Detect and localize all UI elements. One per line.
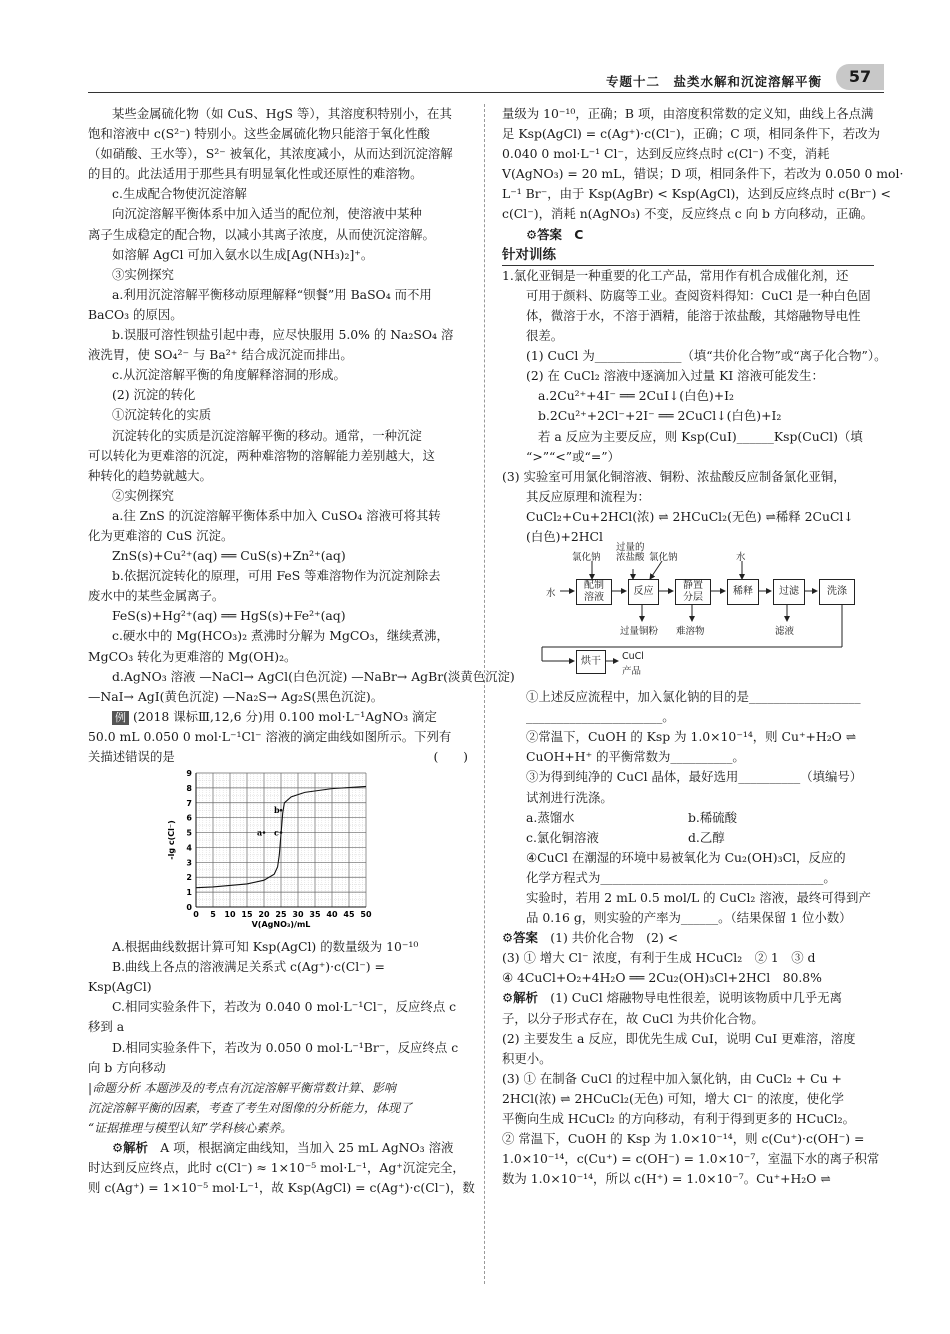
option-c: C.相同实验条件下，若改为 0.040 0 mol·L⁻¹Cl⁻，反应终点 c	[112, 999, 457, 1015]
equation: b.2Cu²⁺+2Cl⁻+2I⁻ ══ 2CuCl↓(白色)+I₂	[538, 408, 782, 424]
text-line: （如硝酸、王水等），S²⁻ 被氧化，其浓度减小，从而达到沉淀溶解	[88, 146, 453, 162]
analysis-line: 沉淀溶解平衡的因素，考查了考生对图像的分析能力，体现了	[88, 1100, 413, 1115]
y-tick-label: 5	[186, 828, 192, 838]
choice-b: b.稀硫酸	[688, 809, 738, 825]
y-tick-label: 7	[186, 798, 192, 808]
question-line: 其反应原理和流程为：	[526, 488, 650, 504]
text-line: 0.040 0 mol·L⁻¹ Cl⁻，达到反应终点时 c(Cl⁻) 不变，消耗	[502, 146, 830, 162]
sub-question-line: ①上述反应流程中，加入氯化钠的目的是__________________	[526, 689, 861, 705]
equation: FeS(s)+Hg²⁺(aq) ══ HgS(s)+Fe²⁺(aq)	[112, 608, 346, 624]
y-tick-label: 1	[186, 888, 192, 898]
sub-question-line: 实验时，若用 2 mL 0.5 mol/L 的 CuCl₂ 溶液，最终可得到产	[526, 890, 871, 905]
x-tick-label: 35	[309, 910, 321, 920]
text-line: 废水中的某些金属离子。	[88, 588, 225, 604]
sub-question-line: 品 0.16 g，则实验的产率为______。（结果保留 1 位小数）	[526, 910, 852, 926]
option-a: A.根据曲线数据计算可知 Ksp(AgCl) 的数量级为 10⁻¹⁰	[112, 939, 419, 955]
x-tick-label: 40	[326, 910, 338, 920]
option-d-cont: 向 b 方向移动	[88, 1059, 166, 1075]
equation: a.2Cu²⁺+4I⁻ ══ 2CuI↓(白色)+I₂	[538, 388, 734, 404]
page-number: 57	[836, 64, 884, 90]
text-line: 离子生成稳定的配合物，以减小其离子浓度，从而使沉淀溶解。	[88, 226, 435, 242]
solution-line: 子，以分子形式存在，故 CuCl 为共价化合物。	[502, 1010, 764, 1026]
text-line: ③实例探究	[112, 266, 174, 282]
question-line: (1) CuCl 为______________（填“共价化合物”或“离子化合物”）。	[526, 348, 887, 364]
y-tick-label: 3	[186, 858, 192, 868]
solution-line: 数为 1.0×10⁻¹⁴，所以 c(H⁺) = 1.0×10⁻⁷。Cu⁺+H₂O ⇌	[502, 1171, 831, 1187]
text-line: 某些金属硫化物（如 CuS、HgS 等），其溶度积特别小，在其	[112, 106, 452, 121]
text-line: c.硬水中的 Mg(HCO₃)₂ 煮沸时分解为 MgCO₃，继续煮沸，	[112, 628, 449, 644]
point-label-c: c	[274, 827, 279, 838]
solution-line: 时达到反应终点，此时 c(Cl⁻) ≈ 1×10⁻⁵ mol·L⁻¹，Ag⁺沉淀完全，	[88, 1160, 465, 1176]
titration-chart	[146, 767, 446, 937]
x-tick-label: 50	[360, 910, 372, 920]
text-line: BaCO₃ 的原因。	[88, 306, 183, 322]
solution-line: 则 c(Ag⁺) = 1×10⁻⁵ mol·L⁻¹，故 Ksp(AgCl) = c(Ag⁺)·c(Cl⁻)，数	[88, 1180, 475, 1196]
point-label-b: b	[274, 805, 280, 816]
sub-question-line: CuOH+H⁺ 的平衡常数为__________。	[526, 749, 745, 765]
input-hcl-label-2: 浓盐酸	[616, 552, 645, 564]
analysis-line: “证据推理与模型认知”学科核心素养。	[88, 1120, 293, 1135]
text-line: 种转化的趋势就越大。	[88, 467, 212, 483]
column-divider	[484, 104, 485, 1284]
x-tick-label: 20	[258, 910, 270, 920]
option-d: D.相同实验条件下，若改为 0.050 0 mol·L⁻¹Br⁻，反应终点 c	[112, 1039, 459, 1055]
solution-line: (2) 主要发生 a 反应，即优先生成 CuI，说明 CuI 更难溶，溶度	[502, 1030, 856, 1046]
y-tick-label: 4	[186, 843, 192, 853]
output-filtrate-label: 滤液	[775, 626, 795, 638]
x-tick-label: 25	[275, 910, 287, 920]
text-line: 的目的。此法适用于那些具有明显氧化性或还原性的难溶物。	[88, 166, 423, 182]
x-axis-label: V(AgNO₃)/mL	[251, 920, 311, 930]
text-line: L⁻¹ Br⁻，由于 Ksp(AgBr) < Ksp(AgCl)，达到反应终点时 c(Br⁻) <	[502, 186, 891, 202]
question-line: (3) 实验室可用氯化铜溶液、铜粉、浓盐酸反应制备氯化亚铜，	[502, 468, 846, 484]
section-title: 针对训练	[502, 245, 874, 266]
step-wash: 洗涤	[819, 579, 855, 605]
equation: ZnS(s)+Cu²⁺(aq) ══ CuS(s)+Zn²⁺(aq)	[112, 548, 346, 564]
text-line: c(Cl⁻)，消耗 n(AgNO₃) 不变，反应终点 c 向 b 方向移动，正确。	[502, 206, 874, 222]
text-line: ①沉淀转化的实质	[112, 407, 212, 423]
option-b: B.曲线上各点的溶液满足关系式 c(Ag⁺)·c(Cl⁻) =	[112, 959, 385, 975]
output-insoluble-label: 难溶物	[676, 626, 705, 638]
answer-label: ⚙答案	[526, 226, 562, 242]
text-line: a.利用沉淀溶解平衡移动原理解释“钡餐”用 BaSO₄ 而不用	[112, 286, 432, 302]
solution-line: 2HCl(浓) ⇌ 2HCuCl₂(无色) 可知，增大 Cl⁻ 的浓度，使化学	[502, 1090, 844, 1106]
chapter-name: 盐类水解和沉淀溶解平衡	[673, 74, 822, 89]
x-tick-label: 45	[343, 910, 355, 920]
text-line: 饱和溶液中 c(S²⁻) 特别小。这些金属硫化物只能溶于氧化性酸	[88, 126, 430, 142]
product-label-2: 产品	[622, 666, 642, 678]
solution-text: (1) CuCl 熔融物导电性很差，说明该物质中几乎无离	[550, 990, 843, 1006]
choice-c: c.氯化铜溶液	[526, 829, 599, 845]
text-line: 化为更难溶的 CuS 沉淀。	[88, 527, 234, 543]
solution-line: 积更小。	[502, 1050, 552, 1066]
solution-line	[88, 1138, 468, 1158]
y-axis-label: -lg c(Cl⁻)	[167, 820, 176, 860]
solution-label: ⚙解析	[112, 1140, 148, 1156]
solution-label: ⚙解析	[502, 990, 538, 1006]
x-tick-label: 5	[210, 910, 216, 920]
answer-bracket: ( )	[433, 749, 468, 764]
text-line: 液洗胃，使 SO₄²⁻ 与 Ba²⁺ 结合成沉淀而排出。	[88, 347, 353, 363]
right-column	[502, 104, 904, 1189]
sub-question-line: 试剂进行洗涤。	[526, 789, 613, 805]
example-line	[88, 747, 468, 767]
question-line: 可用于颜料、防腐等工业。查阅资料得知：CuCl 是一种白色固	[526, 287, 871, 303]
sub-question-line: ②常温下，CuOH 的 Ksp 为 1.0×10⁻¹⁴，则 Cu⁺+H₂O ⇌	[526, 729, 857, 745]
answer-line: (3) ① 增大 Cl⁻ 浓度，有利于生成 HCuCl₂ ② 1 ③ d	[502, 950, 816, 966]
y-tick-label: 2	[186, 873, 192, 883]
step-react: 反应	[628, 579, 659, 605]
x-tick-label: 0	[193, 910, 199, 920]
solution-text: A 项，根据滴定曲线知，当加入 25 mL AgNO₃ 溶液	[160, 1140, 454, 1156]
equation: d.AgNO₃ 溶液 —NaCl→ AgCl(白色沉淀) —NaBr→ AgBr(淡黄色沉淀)	[112, 668, 515, 684]
point-label-a: a	[257, 827, 263, 838]
point-b	[280, 809, 283, 812]
answer-line: ④ 4CuCl+O₂+4H₂O ══ 2Cu₂(OH)₃Cl+2HCl 80.8%	[502, 970, 822, 986]
point-c	[280, 831, 283, 834]
input-water-left: 水	[546, 588, 556, 600]
equation: —NaI→ AgI(黄色沉淀) —Na₂S→ Ag₂S(黑色沉淀)。	[88, 688, 384, 704]
text-line: ②实例探究	[112, 487, 174, 503]
example-tag: 例	[112, 711, 129, 725]
example-text: 关描述错误的是	[88, 749, 175, 764]
y-tick-label: 9	[186, 769, 192, 779]
y-tick-label: 8	[186, 783, 192, 793]
chart-svg	[146, 767, 446, 937]
step-settle: 静置 分层	[675, 579, 711, 605]
choice-row	[502, 808, 874, 828]
analysis-line: |命题分析 本题涉及的考点有沉淀溶解平衡常数计算、影响	[88, 1080, 396, 1095]
text-line: b.误服可溶性钡盐引起中毒，应尽快服用 5.0% 的 Na₂SO₄ 溶	[112, 327, 454, 343]
input-water-label: 水	[736, 552, 746, 564]
answer-value: C	[574, 226, 584, 242]
answer-text: (1) 共价化合物 (2) <	[550, 930, 678, 946]
output-copper-label: 过量铜粉	[620, 626, 659, 638]
text-line: 向沉淀溶解平衡体系中加入适当的配位剂，使溶液中某种	[112, 206, 422, 222]
choice-a: a.蒸馏水	[526, 809, 575, 825]
example-line	[88, 707, 468, 727]
input-nacl-label-2: 氯化钠	[649, 552, 678, 564]
solution-line: ② 常温下，CuOH 的 Ksp 为 1.0×10⁻¹⁴，则 c(Cu⁺)·c(OH⁻) =	[502, 1131, 865, 1147]
solution-line: 1.0×10⁻¹⁴，c(Cu⁺) = c(OH⁻) = 1.0×10⁻⁷，室温下水的离子积常	[502, 1151, 880, 1167]
step-filter: 过滤	[773, 579, 805, 605]
sub-question-line: ______________________。	[526, 709, 675, 725]
question-line: (2) 在 CuCl₂ 溶液中逐滴加入过量 KI 溶液可能发生：	[526, 368, 824, 384]
input-nacl-label: 氯化钠	[572, 552, 601, 564]
example-text: (2018 课标Ⅲ,12,6 分)用 0.100 mol·L⁻¹AgNO₃ 滴定	[132, 708, 437, 724]
choice-row	[502, 828, 874, 848]
text-line: 量级为 10⁻¹⁰，正确；B 项，由溶度积常数的定义知，曲线上各点满	[502, 106, 874, 121]
text-line: 足 Ksp(AgCl) = c(Ag⁺)·c(Cl⁻)，正确；C 项，相同条件下，若改为	[502, 126, 880, 142]
answer-label: ⚙答案	[502, 930, 538, 946]
text-line: (2) 沉淀的转化	[112, 387, 196, 403]
chapter-number: 专题十二	[605, 74, 660, 89]
question-line: 很差。	[526, 328, 564, 344]
x-tick-label: 15	[241, 910, 253, 920]
solution-line: (3) ① 在制备 CuCl 的过程中加入氯化钠，由 CuCl₂ + Cu +	[502, 1070, 842, 1086]
solution-line: 平衡向生成 HCuCl₂ 的方向移动，有利于得到更多的 HCuCl₂。	[502, 1111, 855, 1127]
product-label-1: CuCl	[622, 651, 644, 663]
left-column	[88, 104, 515, 1198]
text-line: c.生成配合物使沉淀溶解	[112, 186, 247, 202]
sub-question-line: ③为得到纯净的 CuCl 晶体，最好选用__________（填编号）	[526, 769, 863, 785]
y-tick-label: 6	[186, 813, 192, 823]
input-hcl-label-1: 过量的	[616, 542, 645, 554]
option-b-cont: Ksp(AgCl)	[88, 979, 152, 995]
step-prepare-solution: 配制 溶液	[576, 579, 612, 605]
chapter-title	[606, 72, 822, 90]
answer-line	[502, 928, 874, 948]
step-dilute: 稀释	[727, 579, 759, 605]
text-line: a.往 ZnS 的沉淀溶解平衡体系中加入 CuSO₄ 溶液可将其转	[112, 507, 441, 523]
step-dry: 烘干	[576, 650, 606, 674]
text-line: 可以转化为更难溶的沉淀，两种难溶物的溶解能力差别越大，这	[88, 447, 435, 463]
answer-line	[502, 225, 874, 245]
text-line: 如溶解 AgCl 可加入氨水以生成[Ag(NH₃)₂]⁺。	[112, 246, 374, 262]
x-tick-label: 30	[292, 910, 304, 920]
question-line: 1.氯化亚铜是一种重要的化工产品，常用作有机合成催化剂，还	[502, 267, 849, 283]
question-line: 体，微溶于水，不溶于酒精，能溶于浓盐酸，其熔融物导电性	[526, 307, 861, 323]
question-line: “>”“<”或“=”）	[526, 448, 620, 464]
equation: CuCl₂+Cu+2HCl(浓) ⇌ 2HCuCl₂(无色) ⇌稀释 2CuCl↓	[526, 508, 854, 524]
question-line: 若 a 反应为主要反应，则 Ksp(CuI)______Ksp(CuCl)（填	[538, 428, 863, 444]
point-a	[263, 831, 266, 834]
text-line: V(AgNO₃) = 20 mL，错误；D 项，相同条件下，若改为 0.050 0 mol·	[502, 166, 904, 182]
page-header	[88, 67, 884, 93]
solution-line	[502, 988, 874, 1008]
equation: (白色)+2HCl	[526, 528, 603, 544]
x-tick-label: 10	[224, 910, 236, 920]
option-c-cont: 移到 a	[88, 1019, 125, 1035]
y-tick-label: 0	[186, 903, 192, 913]
sub-question-line: ④CuCl 在潮湿的环境中易被氧化为 Cu₂(OH)₃Cl，反应的	[526, 849, 846, 865]
text-line: b.依据沉淀转化的原理，可用 FeS 等难溶物作为沉淀剂除去	[112, 568, 441, 584]
sub-question-line: 化学方程式为____________________________________。	[526, 869, 836, 885]
flow-arrows	[502, 547, 874, 687]
example-line: 50.0 mL 0.050 0 mol·L⁻¹Cl⁻ 溶液的滴定曲线如图所示。下列有	[88, 728, 452, 744]
text-line: 沉淀转化的实质是沉淀溶解平衡的移动。通常，一种沉淀	[112, 427, 422, 443]
text-line: c.从沉淀溶解平衡的角度解释溶洞的形成。	[112, 367, 346, 383]
text-line: MgCO₃ 转化为更难溶的 Mg(OH)₂。	[88, 648, 297, 664]
process-flow-diagram	[502, 542, 874, 687]
choice-d: d.乙醇	[688, 829, 725, 845]
